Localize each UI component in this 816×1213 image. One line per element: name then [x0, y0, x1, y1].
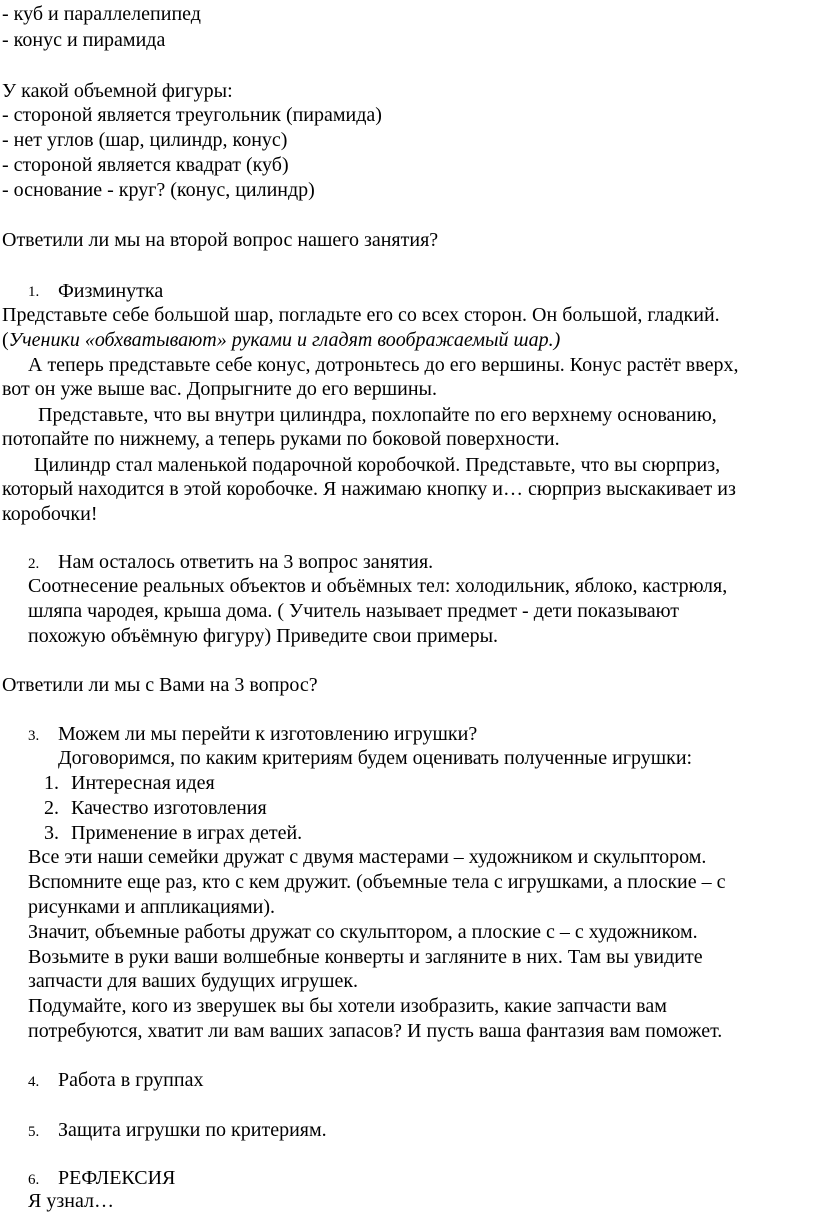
- paragraph-line: потребуются, хватит ли вам ваших запасов? И пусть ваша фантазия вам поможет.: [28, 1020, 723, 1042]
- question-item: - нет углов (шар, цилиндр, конус): [2, 129, 288, 151]
- intro-line: - куб и параллелепипед: [2, 3, 201, 25]
- paragraph-line: шляпа чародея, крыша дома. ( Учитель называет предмет - дети показывают: [28, 600, 680, 622]
- paragraph-line: рисунками и аппликациями).: [28, 896, 275, 918]
- paragraph-line: который находится в этой коробочке. Я нажимаю кнопку и… сюрприз выскакивает из: [2, 478, 736, 500]
- step-title: РЕФЛЕКСИЯ: [58, 1167, 176, 1189]
- criteria-item: Интересная идея: [71, 772, 215, 794]
- criteria-item: Качество изготовления: [71, 797, 267, 819]
- step-title: Защита игрушки по критериям.: [58, 1119, 327, 1141]
- step-number: 2.: [28, 556, 40, 572]
- paragraph-line: Договоримся, по каким критериям будем оценивать полученные игрушки:: [58, 747, 693, 769]
- paragraph-line: Цилиндр стал маленькой подарочной коробочкой. Представьте, что вы сюрприз,: [34, 454, 721, 476]
- paragraph-line: Представьте себе большой шар, погладьте его со всех сторон. Он большой, гладкий.: [2, 304, 720, 326]
- step-number: 4.: [28, 1074, 40, 1090]
- paragraph-line: Значит, объемные работы дружат со скульптором, а плоские с – с художником.: [28, 921, 698, 943]
- q3-check: Ответили ли мы с Вами на 3 вопрос?: [2, 674, 318, 696]
- step-title: Физминутка: [58, 280, 164, 302]
- criteria-number: 3.: [44, 822, 59, 844]
- criteria-number: 2.: [44, 797, 59, 819]
- paragraph-line: Представьте, что вы внутри цилиндра, похлопайте по его верхнему основанию,: [38, 404, 717, 426]
- step-number: 1.: [28, 284, 40, 300]
- step-title: Нам осталось ответить на 3 вопрос занятия.: [58, 551, 434, 573]
- question-item: - основание - круг? (конус, цилиндр): [2, 179, 315, 201]
- intro-line: - конус и пирамида: [2, 29, 166, 51]
- paragraph-line: похожую объёмную фигуру) Приведите свои примеры.: [28, 625, 499, 647]
- paragraph-line: А теперь представьте себе конус, дотроньтесь до его вершины. Конус растёт вверх,: [28, 354, 739, 376]
- paragraph-line: потопайте по нижнему, а теперь руками по боковой поверхности.: [2, 428, 560, 450]
- question-heading: У какой объемной фигуры:: [2, 80, 233, 102]
- criteria-item: Применение в играх детей.: [71, 822, 303, 844]
- paragraph-line: Все эти наши семейки дружат с двумя мастерами – художником и скульптором.: [28, 846, 707, 868]
- paragraph-line: (Ученики «обхватывают» руками и гладят воображаемый шар.): [2, 329, 561, 351]
- criteria-number: 1.: [44, 772, 59, 794]
- paragraph-line: запчасти для ваших будущих игрушек.: [28, 970, 359, 992]
- paragraph-line: Вспомните еще раз, кто с кем дружит. (объемные тела с игрушками, а плоские – с: [28, 871, 726, 893]
- question-item: - стороной является квадрат (куб): [2, 154, 289, 176]
- step-title: Можем ли мы перейти к изготовлению игрушки?: [58, 723, 478, 745]
- paragraph-line: Подумайте, кого из зверушек вы бы хотели изобразить, какие запчасти вам: [28, 995, 667, 1017]
- step-number: 5.: [28, 1124, 40, 1140]
- step-number: 6.: [28, 1172, 40, 1188]
- step-number: 3.: [28, 728, 40, 744]
- step-title: Работа в группах: [58, 1069, 204, 1091]
- paragraph-line: вот он уже выше вас. Допрыгните до его вершины.: [2, 378, 437, 400]
- paragraph-line: Я узнал…: [28, 1190, 114, 1212]
- paragraph-line: Соотнесение реальных объектов и объёмных тел: холодильник, яблоко, кастрюля,: [28, 575, 728, 597]
- q2-check: Ответили ли мы на второй вопрос нашего занятия?: [2, 229, 439, 251]
- paragraph-line: коробочки!: [2, 503, 98, 525]
- question-item: - стороной является треугольник (пирамида): [2, 104, 382, 126]
- paragraph-line: Возьмите в руки ваши волшебные конверты и загляните в них. Там вы увидите: [28, 946, 703, 968]
